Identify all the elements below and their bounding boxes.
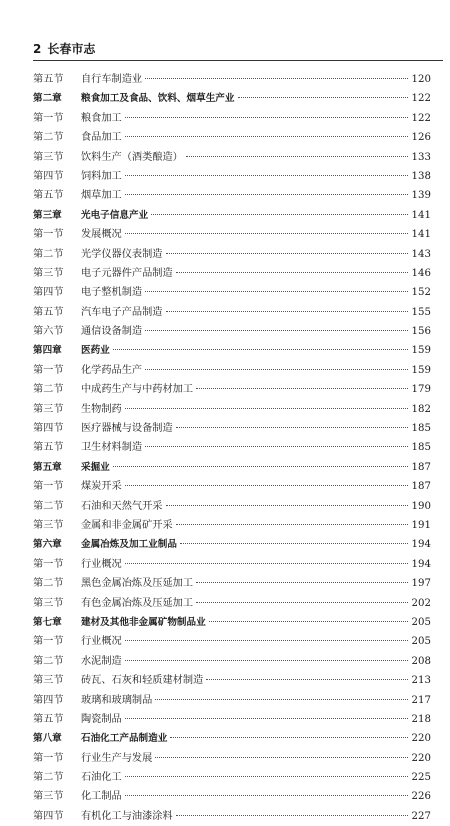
dot-leader: [166, 253, 409, 254]
entry-title: 饲料加工: [81, 170, 122, 182]
entry-title: 石油化工: [81, 772, 122, 784]
toc-chapter-entry: [33, 341, 431, 360]
entry-label: 第一节: [33, 558, 64, 570]
dot-leader: [113, 349, 408, 350]
entry-title: 医疗器械与设备制造: [81, 423, 173, 435]
entry-page-number: 202: [411, 597, 431, 609]
dot-leader: [125, 718, 408, 719]
entry-label: 第二节: [33, 578, 64, 590]
dot-leader: [125, 485, 408, 486]
entry-label: 第二节: [33, 384, 64, 396]
entry-label: 第一节: [33, 481, 64, 493]
entry-page-number: 146: [411, 267, 431, 279]
page-header: [33, 40, 95, 57]
entry-label: 第三节: [33, 267, 64, 279]
entry-label: 第八章: [33, 733, 62, 745]
dot-leader: [176, 815, 408, 816]
entry-label: 第二章: [33, 93, 62, 105]
dot-leader: [145, 446, 408, 447]
dot-leader: [125, 233, 408, 234]
entry-label: 第四节: [33, 287, 64, 299]
entry-label: 第二节: [33, 772, 64, 784]
entry-label: 第二节: [33, 248, 64, 260]
toc-section-entry: [33, 691, 431, 710]
toc-section-entry: [33, 671, 431, 690]
entry-label: 第一节: [33, 636, 64, 648]
dot-leader: [125, 563, 408, 564]
toc-chapter-entry: [33, 89, 431, 108]
entry-title: 光学仪器仪表制造: [81, 248, 163, 260]
entry-title: 电子元器件产品制造: [81, 267, 173, 279]
entry-page-number: 122: [411, 112, 431, 124]
entry-page-number: 213: [411, 675, 431, 687]
entry-title: 汽车电子产品制造: [81, 306, 163, 318]
toc-section-entry: [33, 128, 431, 147]
entry-title: 发展概况: [81, 229, 122, 241]
entry-title: 粮食加工及食品、饮料、烟草生产业: [81, 93, 235, 105]
entry-title: 陶瓷制品: [81, 713, 122, 725]
dot-leader: [125, 136, 408, 137]
entry-title: 行业概况: [81, 558, 122, 570]
toc-section-entry: [33, 361, 431, 380]
entry-page-number: 152: [411, 287, 431, 299]
entry-label: 第三节: [33, 791, 64, 803]
entry-label: 第六节: [33, 326, 64, 338]
toc-chapter-entry: [33, 206, 431, 225]
entry-label: 第五节: [33, 306, 64, 318]
entry-label: 第四节: [33, 810, 64, 822]
entry-label: 第六章: [33, 539, 62, 551]
entry-title: 水泥制造: [81, 655, 122, 667]
toc-section-entry: [33, 497, 431, 516]
entry-title: 采掘业: [81, 461, 110, 473]
entry-page-number: 122: [411, 93, 431, 105]
dot-leader: [155, 757, 408, 758]
entry-title: 有色金属冶炼及压延加工: [81, 597, 194, 609]
dot-leader: [206, 679, 408, 680]
entry-page-number: 191: [411, 519, 431, 531]
dot-leader: [145, 78, 408, 79]
entry-title: 生物制药: [81, 403, 122, 415]
entry-title: 医药业: [81, 345, 110, 357]
entry-label: 第五章: [33, 461, 62, 473]
entry-page-number: 141: [411, 229, 431, 241]
entry-title: 煤炭开采: [81, 481, 122, 493]
entry-page-number: 182: [411, 403, 431, 415]
entry-page-number: 220: [411, 733, 431, 745]
toc-section-entry: [33, 167, 431, 186]
entry-label: 第三章: [33, 209, 62, 221]
entry-page-number: 159: [411, 364, 431, 376]
entry-label: 第五节: [33, 713, 64, 725]
dot-leader: [196, 582, 408, 583]
dot-leader: [166, 311, 409, 312]
toc-section-entry: [33, 477, 431, 496]
dot-leader: [166, 505, 409, 506]
entry-title: 饮料生产（酒类酿造）: [81, 151, 183, 163]
entry-label: 第五节: [33, 74, 64, 85]
dot-leader: [176, 524, 408, 525]
entry-page-number: 197: [411, 578, 431, 590]
entry-label: 第五节: [33, 442, 64, 454]
toc-section-entry: [33, 594, 431, 613]
entry-label: 第四章: [33, 345, 62, 357]
toc-section-entry: [33, 516, 431, 535]
toc-section-entry: [33, 768, 431, 787]
dot-leader: [176, 427, 408, 428]
entry-page-number: 227: [411, 810, 431, 822]
entry-page-number: 225: [411, 772, 431, 784]
entry-title: 行业概况: [81, 636, 122, 648]
entry-page-number: 120: [411, 74, 431, 85]
entry-label: 第一节: [33, 112, 64, 124]
dot-leader: [125, 408, 408, 409]
toc-section-entry: [33, 749, 431, 768]
entry-title: 光电子信息产业: [81, 209, 149, 221]
toc-section-entry: [33, 225, 431, 244]
dot-leader: [125, 117, 408, 118]
entry-page-number: 155: [411, 306, 431, 318]
entry-page-number: 187: [411, 481, 431, 493]
entry-title: 金属冶炼及加工业制品: [81, 539, 177, 551]
entry-page-number: 218: [411, 713, 431, 725]
toc-section-entry: [33, 438, 431, 457]
entry-title: 砖瓦、石灰和轻质建材制造: [81, 675, 204, 687]
entry-page-number: 190: [411, 500, 431, 512]
entry-title: 自行车制造业: [81, 74, 143, 85]
entry-page-number: 194: [411, 558, 431, 570]
entry-page-number: 143: [411, 248, 431, 260]
entry-title: 电子整机制造: [81, 287, 143, 299]
entry-title: 有机化工与油漆涂料: [81, 810, 173, 822]
entry-label: 第三节: [33, 151, 64, 163]
entry-title: 玻璃和玻璃制品: [81, 694, 153, 706]
dot-leader: [186, 156, 408, 157]
entry-label: 第一节: [33, 229, 64, 241]
entry-page-number: 217: [411, 694, 431, 706]
dot-leader: [125, 640, 408, 641]
entry-title: 烟草加工: [81, 190, 122, 202]
entry-label: 第二节: [33, 132, 64, 144]
entry-label: 第三节: [33, 675, 64, 687]
header-rule: [33, 60, 443, 61]
entry-title: 行业生产与发展: [81, 752, 153, 764]
entry-title: 石油和天然气开采: [81, 500, 163, 512]
entry-title: 中成药生产与中药材加工: [81, 384, 194, 396]
toc-section-entry: [33, 109, 431, 128]
entry-label: 第二节: [33, 500, 64, 512]
toc-section-entry: [33, 283, 431, 302]
dot-leader: [125, 175, 408, 176]
toc-chapter-entry: [33, 729, 431, 748]
entry-page-number: 208: [411, 655, 431, 667]
entry-label: 第四节: [33, 423, 64, 435]
entry-title: 黑色金属冶炼及压延加工: [81, 578, 194, 590]
dot-leader: [145, 369, 408, 370]
entry-page-number: 139: [411, 190, 431, 202]
entry-label: 第三节: [33, 403, 64, 415]
entry-title: 卫生材料制造: [81, 442, 143, 454]
toc-section-entry: [33, 148, 431, 167]
entry-page-number: 187: [411, 461, 431, 473]
entry-label: 第七章: [33, 616, 62, 628]
toc-chapter-entry: [33, 535, 431, 554]
dot-leader: [151, 214, 408, 215]
toc-section-entry: [33, 807, 431, 826]
entry-page-number: 141: [411, 209, 431, 221]
dot-leader: [238, 97, 409, 98]
entry-label: 第五节: [33, 190, 64, 202]
page-number: 2: [33, 42, 42, 56]
toc-section-entry: [33, 186, 431, 205]
entry-label: 第三节: [33, 519, 64, 531]
dot-leader: [180, 543, 408, 544]
entry-page-number: 185: [411, 423, 431, 435]
entry-label: 第一节: [33, 752, 64, 764]
toc-section-entry: [33, 70, 431, 89]
toc-section-entry: [33, 710, 431, 729]
entry-page-number: 205: [411, 616, 431, 628]
dot-leader: [145, 330, 408, 331]
dot-leader: [170, 737, 408, 738]
entry-title: 化工制品: [81, 791, 122, 803]
dot-leader: [209, 621, 408, 622]
toc-section-entry: [33, 400, 431, 419]
toc-chapter-entry: [33, 458, 431, 477]
dot-leader: [196, 602, 408, 603]
entry-title: 化学药品生产: [81, 364, 143, 376]
book-title: 长春市志: [47, 42, 96, 56]
entry-page-number: 138: [411, 170, 431, 182]
entry-page-number: 156: [411, 326, 431, 338]
entry-page-number: 194: [411, 539, 431, 551]
entry-page-number: 220: [411, 752, 431, 764]
entry-title: 食品加工: [81, 132, 122, 144]
entry-page-number: 179: [411, 384, 431, 396]
toc-section-entry: [33, 419, 431, 438]
entry-label: 第二节: [33, 655, 64, 667]
entry-page-number: 205: [411, 636, 431, 648]
toc-chapter-entry: [33, 613, 431, 632]
toc-section-entry: [33, 652, 431, 671]
entry-page-number: 226: [411, 791, 431, 803]
dot-leader: [196, 388, 408, 389]
dot-leader: [125, 795, 408, 796]
toc-section-entry: [33, 245, 431, 264]
table-of-contents: [33, 70, 431, 826]
toc-section-entry: [33, 303, 431, 322]
toc-section-entry: [33, 264, 431, 283]
entry-page-number: 133: [411, 151, 431, 163]
entry-page-number: 159: [411, 345, 431, 357]
entry-title: 通信设备制造: [81, 326, 143, 338]
dot-leader: [125, 194, 408, 195]
entry-title: 金属和非金属矿开采: [81, 519, 173, 531]
entry-label: 第三节: [33, 597, 64, 609]
toc-section-entry: [33, 787, 431, 806]
toc-section-entry: [33, 574, 431, 593]
entry-page-number: 185: [411, 442, 431, 454]
dot-leader: [155, 699, 408, 700]
toc-section-entry: [33, 322, 431, 341]
dot-leader: [176, 272, 408, 273]
dot-leader: [125, 776, 408, 777]
toc-section-entry: [33, 380, 431, 399]
toc-section-entry: [33, 632, 431, 651]
entry-title: 建材及其他非金属矿物制品业: [81, 616, 206, 628]
dot-leader: [125, 660, 408, 661]
entry-label: 第四节: [33, 170, 64, 182]
toc-section-entry: [33, 555, 431, 574]
entry-title: 石油化工产品制造业: [81, 733, 168, 745]
entry-title: 粮食加工: [81, 112, 122, 124]
entry-label: 第四节: [33, 694, 64, 706]
dot-leader: [113, 466, 408, 467]
entry-page-number: 126: [411, 132, 431, 144]
entry-label: 第一节: [33, 364, 64, 376]
dot-leader: [145, 291, 408, 292]
